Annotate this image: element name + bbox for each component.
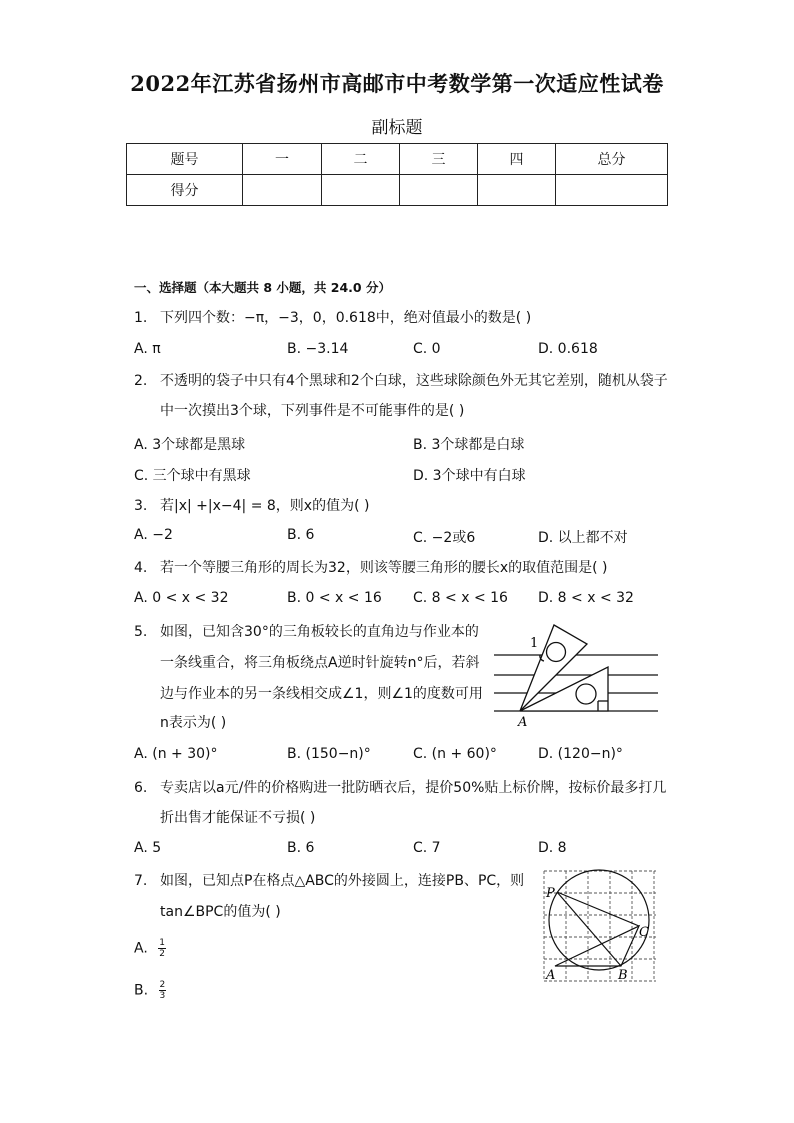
option-d[interactable]: D. 以上都不对: [538, 530, 628, 546]
section-heading: 一、选择题（本大题共 8 小题，共 24.0 分）: [134, 280, 391, 295]
score-header-cell: 二: [322, 144, 400, 175]
option-d[interactable]: D. 8: [538, 840, 567, 856]
point-a-label: A: [518, 715, 528, 730]
score-header-cell: 总分: [556, 144, 668, 175]
score-header-cell: 题号: [127, 144, 243, 175]
option-a[interactable]: A. 3个球都是黑球: [134, 437, 246, 453]
question-text: n表示为( ): [160, 715, 227, 731]
question-text: tan∠BPC的值为( ): [160, 904, 281, 920]
question-text: 下列四个数：−π，−3，0，0.618中，绝对值最小的数是( ): [160, 310, 532, 326]
question-text: 边与作业本的另一条线相交成∠1，则∠1的度数可用: [160, 686, 483, 702]
fraction-denominator: 3: [159, 991, 166, 1001]
option-c[interactable]: C. 三个球中有黑球: [134, 468, 251, 484]
exam-subtitle: 副标题: [371, 118, 423, 138]
score-row-label: 得分: [127, 175, 243, 206]
fraction-numerator: 2: [159, 980, 166, 990]
option-b[interactable]: B. 6: [287, 527, 315, 543]
option-c[interactable]: C. 7: [413, 840, 441, 856]
score-header-cell: 四: [478, 144, 556, 175]
option-a[interactable]: A. 0 < x < 32: [134, 590, 229, 606]
option-c[interactable]: C. (n + 60)°: [413, 746, 497, 762]
option-label: A.: [134, 940, 148, 957]
exam-title: 2022年江苏省扬州市高邮市中考数学第一次适应性试卷: [130, 71, 664, 96]
question-number: 6.: [134, 780, 148, 796]
score-header-cell: 一: [243, 144, 322, 175]
question-text: 如图，已知含30°的三角板较长的直角边与作业本的: [160, 624, 479, 640]
triangle-ruler-figure: [490, 618, 660, 730]
question-text: 专卖店以a元/件的价格购进一批防晒衣后，提价50%贴上标价牌，按标价最多打几: [160, 780, 667, 796]
score-table-score-row: [127, 175, 668, 206]
question-text: 中一次摸出3个球，下列事件是不可能事件的是( ): [160, 403, 465, 419]
fraction: [159, 980, 167, 1001]
question-text: 若一个等腰三角形的周长为32，则该等腰三角形的腰长x的取值范围是( ): [160, 560, 608, 576]
question-text: 折出售才能保证不亏损( ): [160, 810, 316, 826]
option-d[interactable]: D. 0.618: [538, 341, 598, 357]
option-d[interactable]: D. 3个球中有白球: [413, 468, 526, 484]
score-cell[interactable]: [478, 175, 556, 206]
option-c[interactable]: C. 0: [413, 341, 441, 357]
fraction-numerator: 1: [159, 938, 165, 948]
score-table: [126, 143, 668, 206]
score-header-cell: 三: [400, 144, 478, 175]
question-number: 5.: [134, 624, 148, 640]
score-cell[interactable]: [322, 175, 400, 206]
question-number: 1.: [134, 310, 148, 326]
option-label: B.: [134, 982, 149, 999]
option-b[interactable]: B. 6: [287, 840, 315, 856]
option-b[interactable]: [134, 980, 166, 1001]
question-text: 一条线重合，将三角板绕点A逆时针旋转n°后，若斜: [160, 655, 480, 671]
option-d[interactable]: D. (120−n)°: [538, 746, 623, 762]
question-text: 如图，已知点P在格点△ABC的外接圆上，连接PB、PC，则: [160, 873, 525, 889]
question-number: 4.: [134, 560, 148, 576]
point-c-label: C: [639, 925, 649, 940]
option-a[interactable]: A. π: [134, 341, 161, 357]
option-c[interactable]: C. −2或6: [413, 530, 476, 546]
option-b[interactable]: B. −3.14: [287, 341, 349, 357]
fraction: [158, 938, 166, 959]
fraction-denominator: 2: [159, 949, 165, 959]
option-a[interactable]: A. (n + 30)°: [134, 746, 218, 762]
option-b[interactable]: B. (150−n)°: [287, 746, 371, 762]
question-number: 3.: [134, 498, 148, 514]
option-b[interactable]: B. 3个球都是白球: [413, 437, 525, 453]
question-number: 2.: [134, 373, 148, 389]
point-p-label: P: [546, 886, 555, 901]
grid-circle-figure: [538, 866, 662, 986]
option-c[interactable]: C. 8 < x < 16: [413, 590, 508, 606]
point-b-label: B: [618, 968, 628, 983]
option-a[interactable]: [134, 938, 166, 959]
option-d[interactable]: D. 8 < x < 32: [538, 590, 634, 606]
question-text: 不透明的袋子中只有4个黑球和2个白球，这些球除颜色外无其它差别，随机从袋子: [160, 373, 668, 389]
score-cell[interactable]: [400, 175, 478, 206]
score-table-header-row: [127, 144, 668, 175]
option-a[interactable]: A. 5: [134, 840, 162, 856]
option-a[interactable]: A. −2: [134, 527, 173, 543]
question-text: 若|x| +|x−4| = 8，则x的值为( ): [160, 498, 370, 514]
score-cell[interactable]: [556, 175, 668, 206]
score-cell[interactable]: [243, 175, 322, 206]
option-b[interactable]: B. 0 < x < 16: [287, 590, 382, 606]
point-a-label: A: [546, 968, 556, 983]
question-number: 7.: [134, 873, 148, 889]
angle-1-label: 1: [530, 636, 539, 651]
